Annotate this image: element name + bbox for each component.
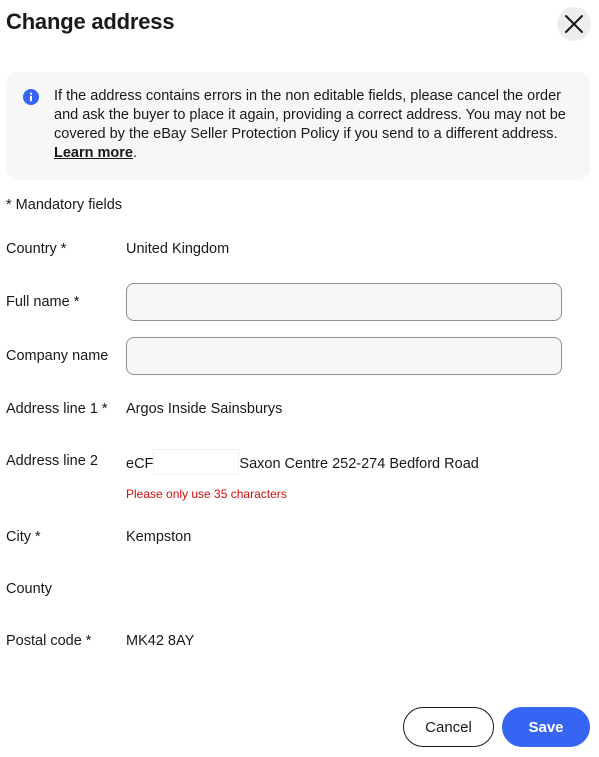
redacted-area: [153, 449, 239, 475]
cancel-button[interactable]: Cancel: [403, 707, 494, 747]
county-label: County: [6, 581, 52, 597]
country-value: United Kingdom: [126, 241, 230, 257]
notice-end: .: [132, 145, 138, 161]
address-line2-start: eCF: [126, 455, 154, 472]
info-notice: [6, 72, 590, 180]
learn-more-link[interactable]: Learn more: [54, 145, 133, 161]
address-line2-error: Please only use 35 characters: [126, 487, 287, 501]
country-label: Country *: [6, 241, 67, 257]
close-button[interactable]: [557, 7, 591, 41]
full-name-input[interactable]: [126, 283, 562, 321]
address-line1-value: Argos Inside Sainsburys: [126, 401, 283, 417]
company-name-input[interactable]: [126, 337, 562, 375]
address-line1-label: Address line 1 *: [6, 401, 108, 417]
city-value: Kempston: [126, 529, 192, 545]
address-line2-label: Address line 2: [6, 453, 98, 469]
city-label: City *: [6, 529, 41, 545]
notice-text: [54, 87, 574, 163]
close-icon: [564, 14, 584, 34]
address-line2-value: [126, 453, 479, 475]
company-name-label: Company name: [6, 348, 109, 364]
info-icon: [23, 89, 39, 105]
postal-code-label: Postal code *: [6, 633, 92, 649]
address-line2-end: Saxon Centre 252-274 Bedford Road: [239, 455, 479, 472]
full-name-label: Full name *: [6, 294, 80, 310]
mandatory-fields-note: * Mandatory fields: [6, 197, 123, 213]
notice-message: If the address contains errors in the non editable fields, please cancel the order and ask the buyer to place it again, providing a correct address. You may not be covered by the eBay Seller Protection Policy if you send to a different address.: [54, 88, 566, 142]
postal-code-value: MK42 8AY: [126, 633, 195, 649]
dialog-title: Change address: [6, 9, 175, 34]
save-button[interactable]: Save: [502, 707, 590, 747]
